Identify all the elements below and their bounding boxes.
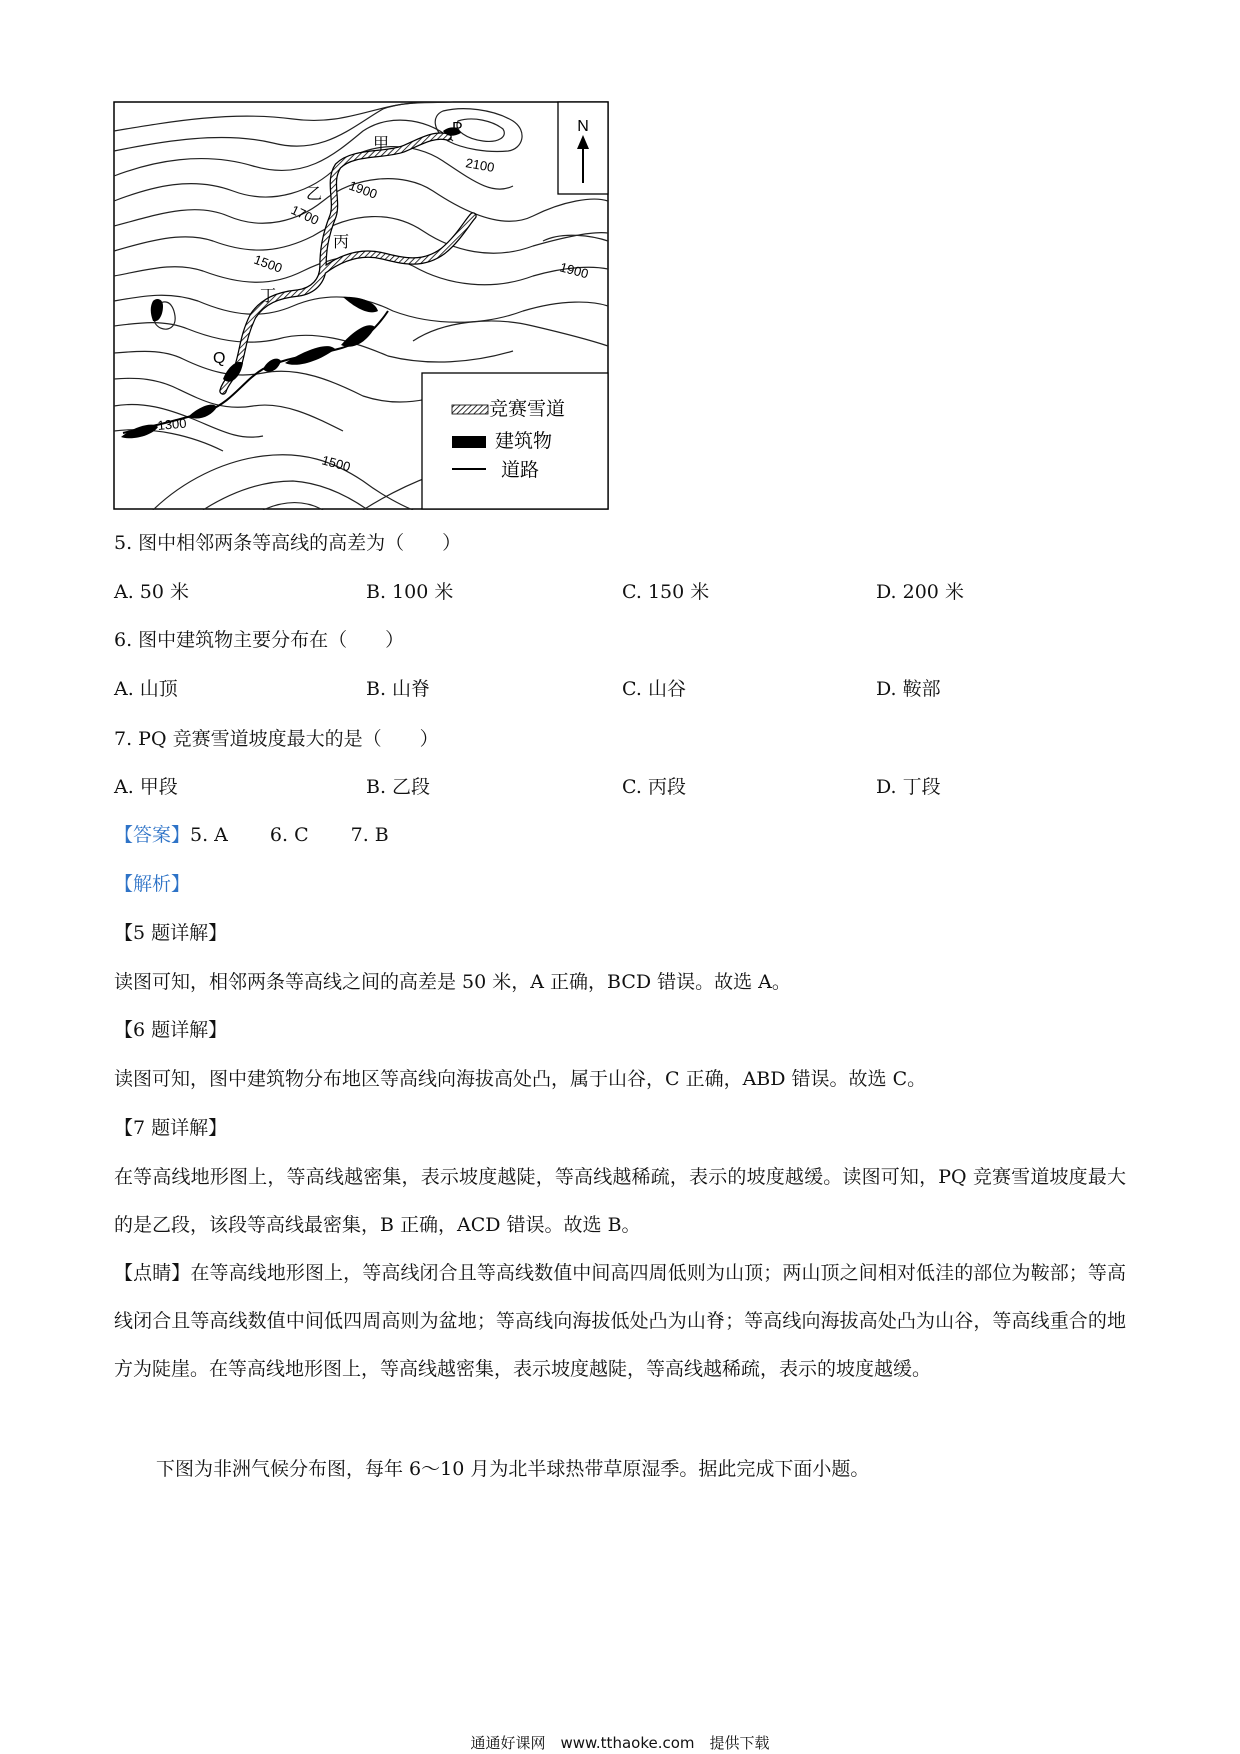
tip-tag: 【点睛】 (114, 1262, 191, 1284)
legend-track: 竞赛雪道 (489, 398, 566, 420)
detail-5-body: 读图可知，相邻两条等高线之间的高差是 50 米，A 正确，BCD 错误。故选 A。 (114, 971, 791, 993)
detail-7-heading: 【7 题详解】 (114, 1117, 228, 1139)
analysis-tag: 【解析】 (114, 873, 191, 895)
q5-option-c: C. 150 米 (622, 581, 710, 603)
north-label: N (577, 118, 589, 135)
q5-stem: 5. 图中相邻两条等高线的高差为（ ） (114, 532, 462, 554)
q6-option-d: D. 鞍部 (876, 678, 941, 700)
q6-option-b: B. 山脊 (366, 678, 431, 700)
answer-item: 7. B (350, 824, 389, 846)
label-p: P (452, 120, 463, 137)
detail-6-body: 读图可知，图中建筑物分布地区等高线向海拔高处凸，属于山谷，C 正确，ABD 错误。故选 C。 (114, 1068, 927, 1090)
q7-option-b: B. 乙段 (366, 776, 431, 798)
q6-option-a: A. 山顶 (114, 678, 178, 700)
q6-option-c: C. 山谷 (622, 678, 686, 700)
label-yi: 乙 (306, 186, 323, 203)
label-ding: 丁 (260, 288, 277, 305)
intro-text: 下图为非洲气候分布图，每年 6～10 月为北半球热带草原湿季。据此完成下面小题。 (156, 1458, 870, 1480)
detail-6-heading: 【6 题详解】 (114, 1019, 228, 1041)
legend-building: 建筑物 (495, 430, 553, 452)
answer-item: 6. C (269, 824, 309, 846)
contour-label: 1500 (320, 452, 353, 475)
contour-map (113, 101, 609, 510)
contour-label: 1500 (251, 251, 285, 276)
q5-option-d: D. 200 米 (876, 581, 964, 603)
tip-paragraph (114, 1249, 1126, 1393)
detail-5-heading: 【5 题详解】 (114, 922, 228, 944)
label-jia: 甲 (373, 136, 390, 153)
contour-label: 1900 (346, 177, 380, 202)
q7-stem: 7. PQ 竞赛雪道坡度最大的是（ ） (114, 728, 439, 750)
q7-option-d: D. 丁段 (876, 776, 941, 798)
footer-source: 通通好课网 www.tthaoke.com 提供下载 (470, 1734, 770, 1752)
detail-7-body: 在等高线地形图上，等高线越密集，表示坡度越陡，等高线越稀疏，表示的坡度越缓。读图可知，PQ 竞赛雪道坡度最大的是乙段，该段等高线最密集，B 正确，ACD 错误。故选 B。 (114, 1166, 1126, 1236)
contour-label: 1300 (156, 415, 188, 433)
tip-body: 在等高线地形图上，等高线闭合且等高线数值中间高四周低则为山顶；两山顶之间相对低洼的部位为鞍部；等高线闭合且等高线数值中间低四周高则为盆地；等高线向海拔低处凸为山脊；等高线向海拔高处凸为山谷，等高线重合的地方为陡崖。在等高线地形图上，等高线越密集，表示坡度越陡，等高线越稀疏，表示的坡度越缓。 (114, 1262, 1126, 1380)
q7-option-a: A. 甲段 (114, 776, 178, 798)
north-arrow (558, 102, 608, 194)
contour-label: 2100 (464, 155, 496, 175)
label-q: Q (213, 350, 226, 367)
q7-option-c: C. 丙段 (622, 776, 686, 798)
q6-stem: 6. 图中建筑物主要分布在（ ） (114, 629, 405, 651)
label-bing: 丙 (333, 234, 350, 251)
legend-road: 道路 (501, 459, 540, 481)
answer-tag: 【答案】 (114, 824, 191, 846)
contour-label: 1700 (288, 202, 322, 228)
q5-option-b: B. 100 米 (366, 581, 454, 603)
answer-item: 5. A (190, 824, 228, 846)
q5-option-a: A. 50 米 (114, 581, 190, 603)
map-legend (422, 373, 608, 509)
contour-label: 1900 (558, 259, 591, 282)
answer-line (114, 826, 423, 845)
